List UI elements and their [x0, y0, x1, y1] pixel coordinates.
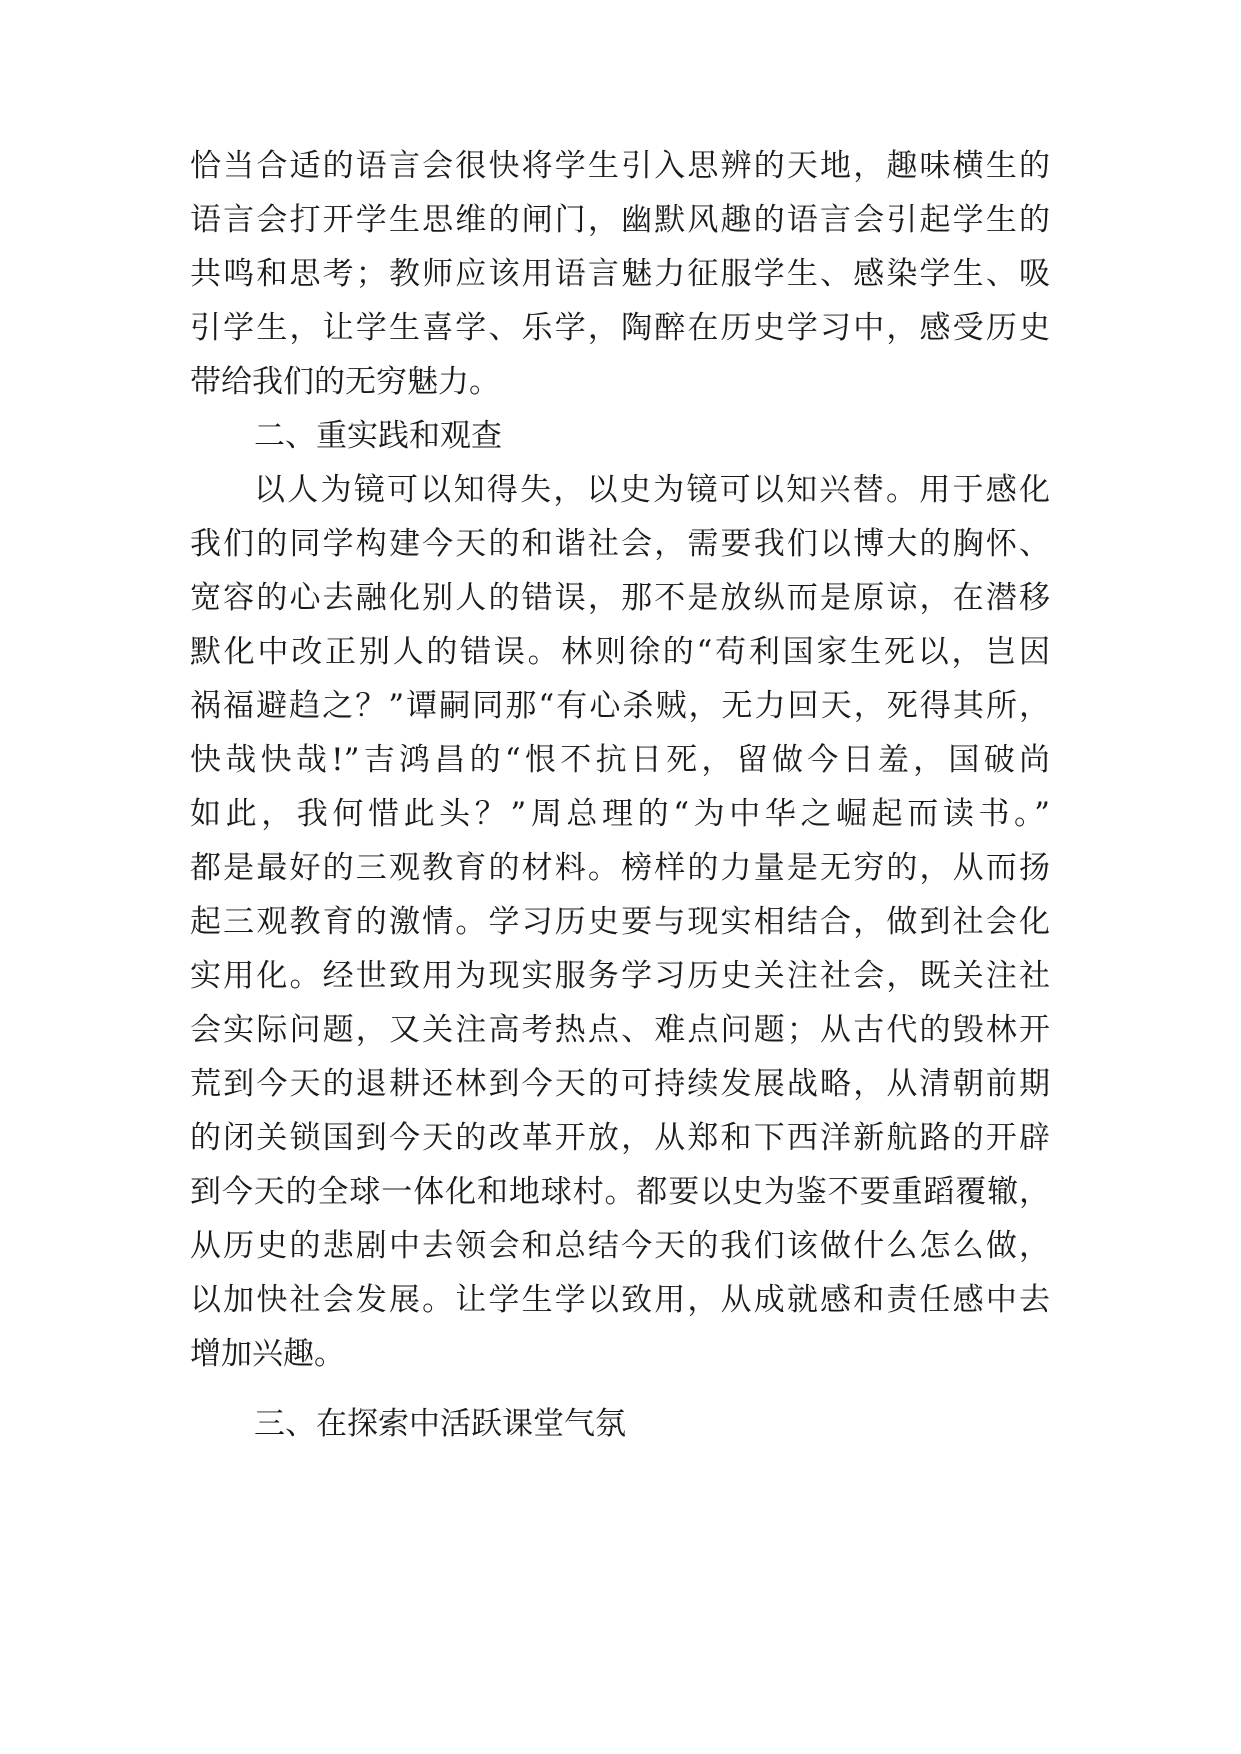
- text-line: 宽容的心去融化别人的错误，那不是放纵而是原谅，在潜移: [190, 580, 1050, 616]
- text-line: 从历史的悲剧中去领会和总结今天的我们该做什么怎么做，: [190, 1228, 1050, 1264]
- section-heading: 三、在探索中活跃课堂气氛: [254, 1406, 626, 1442]
- text-line: 祸福避趋之？”谭嗣同那“有心杀贼，无力回天，死得其所，: [190, 688, 1050, 724]
- text-line: 荒到今天的退耕还林到今天的可持续发展战略，从清朝前期: [190, 1066, 1050, 1102]
- text-line: 的闭关锁国到今天的改革开放，从郑和下西洋新航路的开辟: [190, 1120, 1050, 1156]
- text-line: 我们的同学构建今天的和谐社会，需要我们以博大的胸怀、: [190, 526, 1050, 562]
- text-line: 以加快社会发展。让学生学以致用，从成就感和责任感中去: [190, 1282, 1050, 1318]
- text-line: 引学生，让学生喜学、乐学，陶醉在历史学习中，感受历史: [190, 310, 1050, 346]
- text-line: 都是最好的三观教育的材料。榜样的力量是无穷的，从而扬: [190, 850, 1050, 886]
- text-line: 如此，我何惜此头？”周总理的“为中华之崛起而读书。”: [190, 796, 1050, 832]
- text-line: 增加兴趣。: [190, 1336, 345, 1372]
- text-line: 带给我们的无穷魅力。: [190, 364, 500, 400]
- section-heading: 二、重实践和观查: [254, 418, 502, 454]
- text-line: 默化中改正别人的错误。林则徐的“苟利国家生死以，岂因: [190, 634, 1050, 670]
- text-line: 共鸣和思考；教师应该用语言魅力征服学生、感染学生、吸: [190, 256, 1050, 292]
- text-line: 以人为镜可以知得失，以史为镜可以知兴替。用于感化: [254, 472, 1050, 508]
- text-line: 到今天的全球一体化和地球村。都要以史为鉴不要重蹈覆辙，: [190, 1174, 1050, 1210]
- text-line: 快哉快哉!”吉鸿昌的“恨不抗日死，留做今日羞，国破尚: [190, 742, 1050, 778]
- text-line: 会实际问题，又关注高考热点、难点问题；从古代的毁林开: [190, 1012, 1050, 1048]
- text-line: 实用化。经世致用为现实服务学习历史关注社会，既关注社: [190, 958, 1050, 994]
- text-line: 起三观教育的激情。学习历史要与现实相结合，做到社会化: [190, 904, 1050, 940]
- text-line: 语言会打开学生思维的闸门，幽默风趣的语言会引起学生的: [190, 202, 1050, 238]
- text-line: 恰当合适的语言会很快将学生引入思辨的天地，趣味横生的: [190, 148, 1050, 184]
